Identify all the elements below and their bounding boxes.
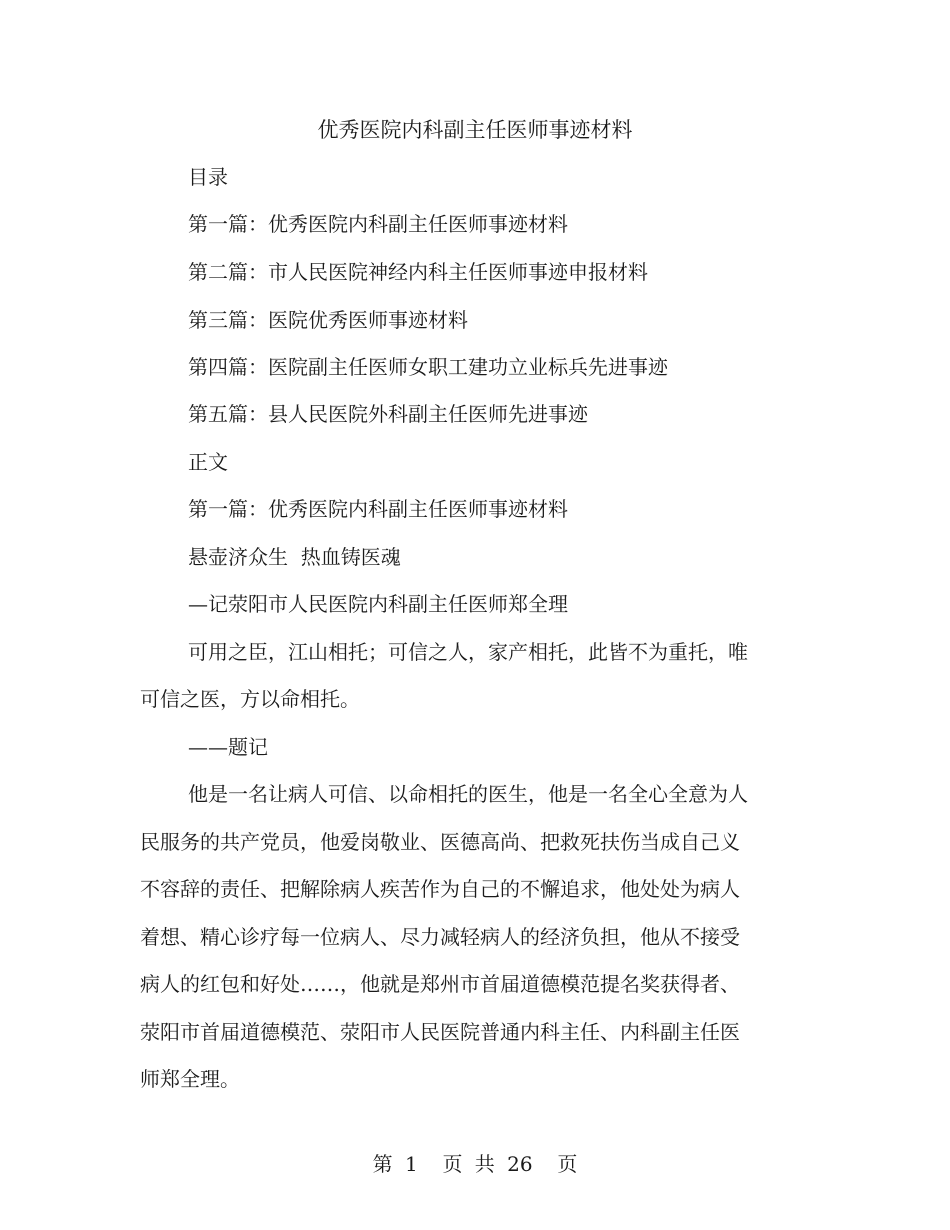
toc-heading: 目录 [188, 165, 228, 189]
paragraph-line: 病人的红包和好处……，他就是郑州市首届道德模范提名奖获得者、 [140, 972, 740, 996]
body-heading: 正文 [188, 450, 228, 474]
toc-item: 第五篇：县人民医院外科副主任医师先进事迹 [188, 402, 588, 426]
paragraph-line: 他是一名让病人可信、以命相托的医生，他是一名全心全意为人 [188, 782, 748, 806]
document-title: 优秀医院内科副主任医师事迹材料 [317, 118, 633, 142]
paragraph-line: 着想、精心诊疗每一位病人、尽力减轻病人的经济负担，他从不接受 [140, 925, 740, 949]
toc-item: 第一篇：优秀医院内科副主任医师事迹材料 [188, 212, 568, 236]
toc-item: 第三篇：医院优秀医师事迹材料 [188, 308, 468, 332]
article-subheadline: —记荥阳市人民医院内科副主任医师郑全理 [188, 592, 568, 616]
epigraph-line: 可信之医，方以命相托。 [140, 687, 360, 711]
epigraph-source: ——题记 [188, 735, 268, 759]
chapter-title: 第一篇：优秀医院内科副主任医师事迹材料 [188, 497, 568, 521]
article-headline: 悬壶济众生 热血铸医魂 [188, 545, 401, 569]
paragraph-line: 荥阳市首届道德模范、荥阳市人民医院普通内科主任、内科副主任医 [140, 1020, 740, 1044]
epigraph-line: 可用之臣，江山相托；可信之人，家产相托，此皆不为重托，唯 [188, 640, 748, 664]
paragraph-line: 不容辞的责任、把解除病人疾苦作为自己的不懈追求，他处处为病人 [140, 877, 740, 901]
toc-item: 第二篇：市人民医院神经内科主任医师事迹申报材料 [188, 260, 648, 284]
page-number: 第 1 页 共 26 页 [372, 1152, 578, 1176]
toc-item: 第四篇：医院副主任医师女职工建功立业标兵先进事迹 [188, 355, 668, 379]
paragraph-line: 师郑全理。 [140, 1067, 240, 1091]
paragraph-line: 民服务的共产党员，他爱岗敬业、医德高尚、把救死扶伤当成自己义 [140, 830, 740, 854]
